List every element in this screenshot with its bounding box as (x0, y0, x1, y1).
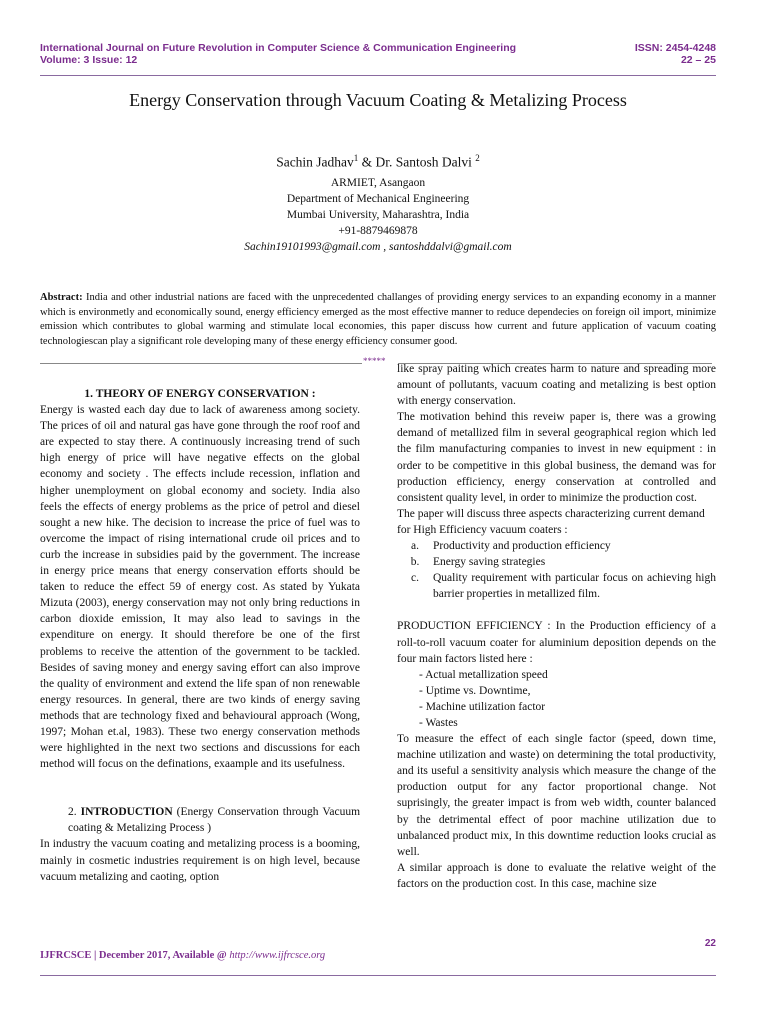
section-2-subtitle: (Energy Conservation through Vacuum coating & Metalizing Process ) (68, 806, 361, 835)
factor-item: - Machine utilization factor (419, 700, 546, 713)
list-text: Productivity and production efficiency (433, 540, 611, 553)
abstract (40, 291, 716, 349)
production-efficiency: PRODUCTION EFFICIENCY : In the Production efficiency of a roll-to-roll vacuum coater for aluminium deposition depends on the four main factors listed here : (397, 620, 716, 665)
factor-item: - Wastes (419, 716, 458, 729)
right-para-1: like spray paiting which creates harm to nature and spreading more amount of pollutants, vacuum coating and metalizing is best option with energy conservation. (397, 363, 716, 408)
list-text: Energy saving strategies (433, 556, 546, 569)
page-number: 22 (704, 938, 716, 949)
author-2-sup: 2 (475, 153, 480, 163)
volume-issue: Volume: 3 Issue: 12 (40, 54, 138, 66)
right-column (397, 361, 716, 892)
section-1-heading-text: 1. THEORY OF ENERGY CONSERVATION : (84, 388, 316, 400)
footer-text: IJFRCSCE | December 2017, Available @ (40, 950, 230, 961)
university: Mumbai University, Maharashtra, India (286, 209, 470, 221)
separator-stars: ***** (363, 356, 386, 366)
list-marker: b. (410, 556, 420, 569)
right-para-3: The paper will discuss three aspects characterizing current demand for High Efficiency vacuum coaters : (397, 507, 705, 536)
footer-rule (40, 975, 716, 976)
section-2-title: INTRODUCTION (80, 806, 173, 819)
factor-item: - Actual metallization speed (419, 668, 548, 681)
list-item (397, 570, 716, 602)
right-para-4: To measure the effect of each single factor (speed, down time, machine utilization and waste) on determining the total productivity, and its useful a sensitivity analysis which measure the change of the production output for any factor proportional change. Not suprisingly, the greater impact is from web width, counter balanced by the detrimental effect of poor machine utilization due to unbalanced product mix, In this downtime reduction looks crucial as well. (397, 733, 716, 858)
header-rule (40, 75, 716, 76)
journal-name: International Journal on Future Revolution in Computer Science & Communication Engineering (40, 42, 517, 54)
paper-title: Energy Conservation through Vacuum Coating & Metalizing Process (129, 90, 627, 110)
abstract-label: Abstract: (40, 292, 83, 303)
spacer (40, 772, 360, 804)
author-1-sup: 1 (353, 153, 359, 163)
section-1-heading (40, 386, 360, 402)
left-column (40, 386, 360, 885)
section-2-heading (40, 804, 360, 836)
department: Department of Mechanical Engineering (286, 193, 470, 205)
journal-url-link[interactable]: http://www.ijfrcsce.org (229, 950, 326, 961)
list-marker: a. (411, 540, 419, 553)
list-text: Quality requirement with particular focus on achieving high barrier properties in metallized film. (433, 572, 716, 601)
spacer (397, 602, 716, 618)
section-2-number: 2. (68, 806, 81, 819)
institute: ARMIET, Asangaon (330, 177, 426, 189)
right-para-5: A similar approach is done to evaluate the relative weight of the factors on the production cost. In this case, machine size (397, 861, 716, 890)
issn: ISSN: 2454-4248 (634, 42, 716, 54)
author-1: Sachin Jadhav (276, 154, 354, 170)
footer (40, 950, 325, 961)
factor-item: - Uptime vs. Downtime, (419, 684, 531, 697)
author-separator: & Dr. Santosh Dalvi (358, 154, 476, 170)
right-para-2: The motivation behind this reveiw paper is, there was a growing demand of metallized film in several geographical region which led the film manufacturing companies to invest in new equipment : in order to be competitive in this global business, the demand was for production efficiency, energy conservation at controlled and consistent quality level, in order to minimize the production cost. (397, 411, 716, 504)
abstract-text: India and other industrial nations are faced with the unprecedented challanges of providing energy services to an expanding economy in a manner which is environmetly and economically sound, energy efficiency emerged as the most effective manner to reduce dependecies on foreign oil import, minimize emission which contributes to global warming and stimulate local economies, this paper discuss how current and future application of vacuum coating technologiescan play a significant role developing many of these energy efficiency consumer good. (40, 292, 716, 347)
list-item (397, 554, 716, 570)
section-2-body: In industry the vacuum coating and metalizing process is a booming, mainly in cosmetic industries requirement is on high level, because vacuum metalizing and caoting, option (40, 838, 360, 883)
list-marker: c. (411, 572, 419, 585)
page-range: 22 – 25 (680, 54, 716, 66)
phone: +91-8879469878 (338, 225, 418, 237)
emails: Sachin19101993@gmail.com , santoshddalvi@gmail.com (244, 241, 512, 253)
aspects-list (397, 538, 716, 602)
separator-rule-left (40, 363, 362, 364)
list-item (397, 538, 716, 554)
section-1-body: Energy is wasted each day due to lack of awareness among society. The prices of oil and natural gas have gone through the roof roof and are expected to stay there. A continuously increasing trend of such high energy of price will have negative effects on the global economy and society . The effects include recession, inflation and higher unemployment on global economy and society. India also feels the effects of energy problems as the price of petrol and diesel sought a new hike. The decision to increase the price of fuel was to overcome the impact of rising international crude oil prices and to curb the increase in subsidies paid by the government. The increase in energy price means that energy conservation efforts should be taken to reduce the effect 59 of energy cost. As stated by Yukata Mizuta (2003), energy conservation may not only bring reductions in carbon dioxide emission, It may also lead to savings in the expenditure on energy. It should therefore be one of the first problems to receive the attention of the government to be tackled. Besides of saving money and energy saving effort can also improve the quality of environment and extend the life span of non renewable energy resources. In general, there are two kinds of energy saving methods that are technology fixed and behavioural approach (Wong, 1997; Mohan et.al, 1983). These two energy conservation methods were highlighted in the next two sections and discussions for each method will focus on the definations, exaample and its usefulness. (40, 404, 360, 771)
author-line (40, 150, 716, 171)
